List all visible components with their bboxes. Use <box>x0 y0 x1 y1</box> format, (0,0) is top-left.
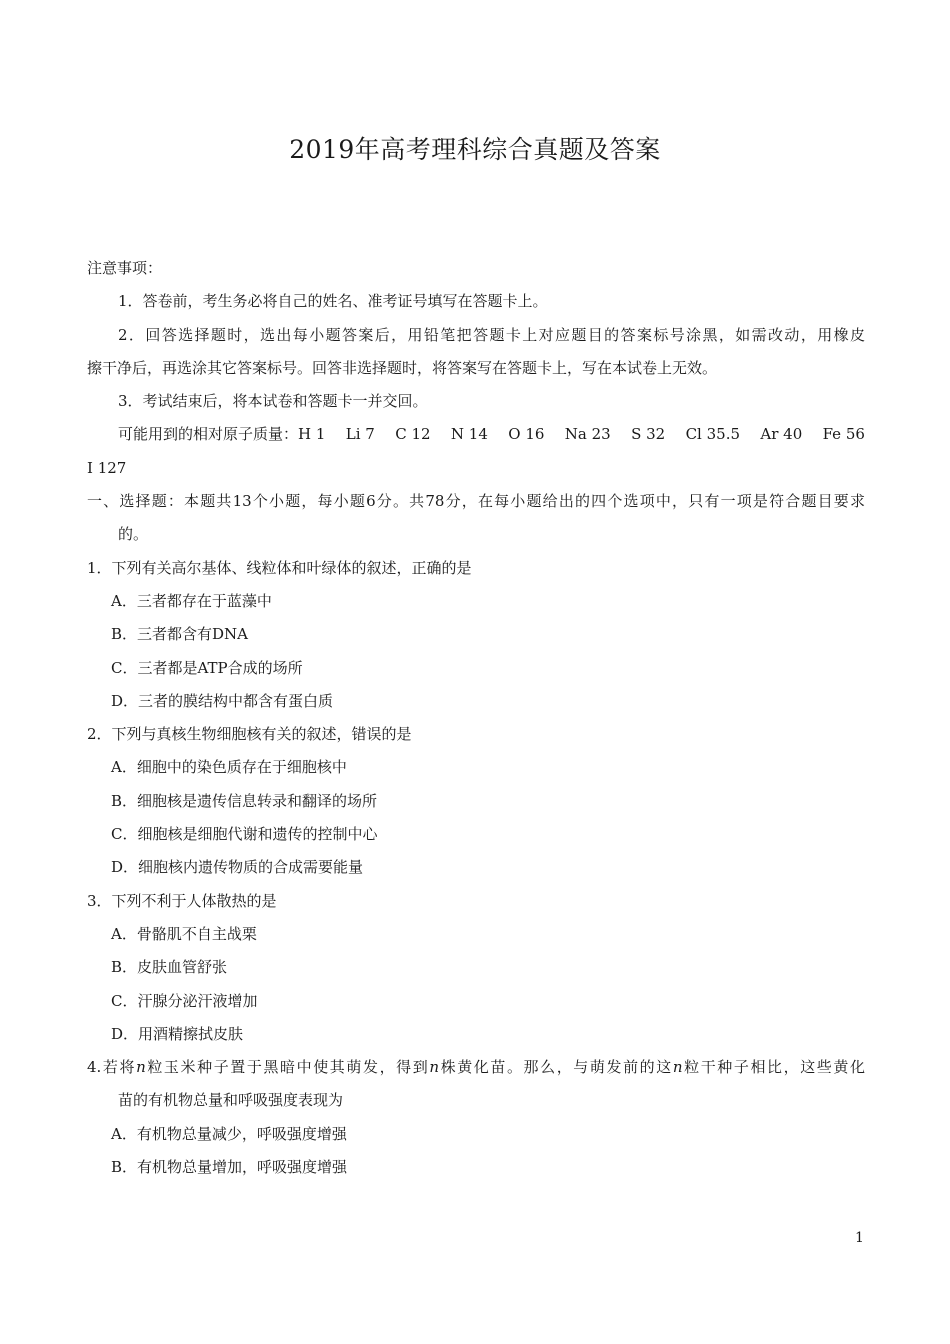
option-c: C．三者都是ATP合成的场所 <box>111 658 303 677</box>
question-4 <box>87 1051 865 1184</box>
question-stem-line-2: 苗的有机物总量和呼吸强度表现为 <box>118 1091 344 1110</box>
question-stem-line-1 <box>87 1051 865 1084</box>
document-body <box>87 252 865 1184</box>
notice-heading: 注意事项： <box>87 259 163 277</box>
q4-text: 株黄化苗。那么，与萌发前的这 <box>439 1058 673 1077</box>
page-number: 1 <box>855 1230 864 1246</box>
atomic-mass-item: C 12 <box>395 425 431 444</box>
variable-n: n <box>429 1058 440 1077</box>
atomic-mass-item: Cl 35.5 <box>685 425 741 444</box>
document-title: 2019年高考理科综合真题及答案 <box>289 135 661 164</box>
section-heading-line-1: 一、选择题：本题共13个小题，每小题6分。共78分，在每小题给出的四个选项中，只有一项是符合题目要求 <box>87 492 865 511</box>
q4-text: 4.若将 <box>87 1058 137 1077</box>
atomic-masses-line <box>87 418 865 451</box>
question-1 <box>87 552 865 718</box>
option-a: A．骨骼肌不自主战栗 <box>111 924 257 943</box>
atomic-masses-label: 可能用到的相对原子质量：H 1 <box>118 425 326 444</box>
question-stem: 2．下列与真核生物细胞核有关的叙述，错误的是 <box>87 725 412 744</box>
atomic-mass-item: Li 7 <box>345 425 375 444</box>
atomic-mass-item: Ar 40 <box>760 425 803 444</box>
option-c: C．细胞核是细胞代谢和遗传的控制中心 <box>111 825 378 844</box>
question-2 <box>87 718 865 884</box>
option-b: B．三者都含有DNA <box>111 625 249 644</box>
option-d: D．细胞核内遗传物质的合成需要能量 <box>111 858 364 877</box>
question-stem: 1．下列有关高尔基体、线粒体和叶绿体的叙述，正确的是 <box>87 558 472 577</box>
option-c: C．汗腺分泌汗液增加 <box>111 991 258 1010</box>
option-a: A．三者都存在于蓝藻中 <box>111 591 272 610</box>
notice-item-2-line-1: 2．回答选择题时，选出每小题答案后，用铅笔把答题卡上对应题目的答案标号涂黑，如需改动，用橡皮 <box>118 325 865 344</box>
option-d: D．三者的膜结构中都含有蛋白质 <box>111 691 334 710</box>
atomic-mass-item: O 16 <box>508 425 545 444</box>
option-b: B．细胞核是遗传信息转录和翻译的场所 <box>111 791 378 810</box>
q4-text: 粒干种子相比，这些黄化 <box>682 1058 865 1077</box>
notice-item-2-line-2: 擦干净后，再选涂其它答案标号。回答非选择题时，将答案写在答题卡上，写在本试卷上无效。 <box>87 358 718 377</box>
atomic-mass-last: I 127 <box>87 458 127 477</box>
atomic-mass-item: N 14 <box>450 425 488 444</box>
atomic-mass-item: Na 23 <box>564 425 611 444</box>
notice-item-1: 1．答卷前，考生务必将自己的姓名、准考证号填写在答题卡上。 <box>118 292 548 311</box>
option-a: A．有机物总量减少，呼吸强度增强 <box>111 1124 347 1143</box>
atomic-mass-item: S 32 <box>631 425 666 444</box>
question-stem: 3．下列不利于人体散热的是 <box>87 891 277 910</box>
question-3 <box>87 885 865 1051</box>
notice-item-3: 3．考试结束后，将本试卷和答题卡一并交回。 <box>118 392 428 411</box>
variable-n: n <box>672 1058 683 1077</box>
variable-n: n <box>136 1058 146 1077</box>
section-heading-line-2: 的。 <box>118 525 149 544</box>
option-b: B．皮肤血管舒张 <box>111 958 228 977</box>
option-b: B．有机物总量增加，呼吸强度增强 <box>111 1158 348 1177</box>
option-d: D．用酒精擦拭皮肤 <box>111 1024 244 1043</box>
option-a: A．细胞中的染色质存在于细胞核中 <box>111 758 347 777</box>
q4-text: 粒玉米种子置于黑暗中使其萌发，得到 <box>145 1058 430 1077</box>
atomic-mass-item: Fe 56 <box>822 425 865 444</box>
